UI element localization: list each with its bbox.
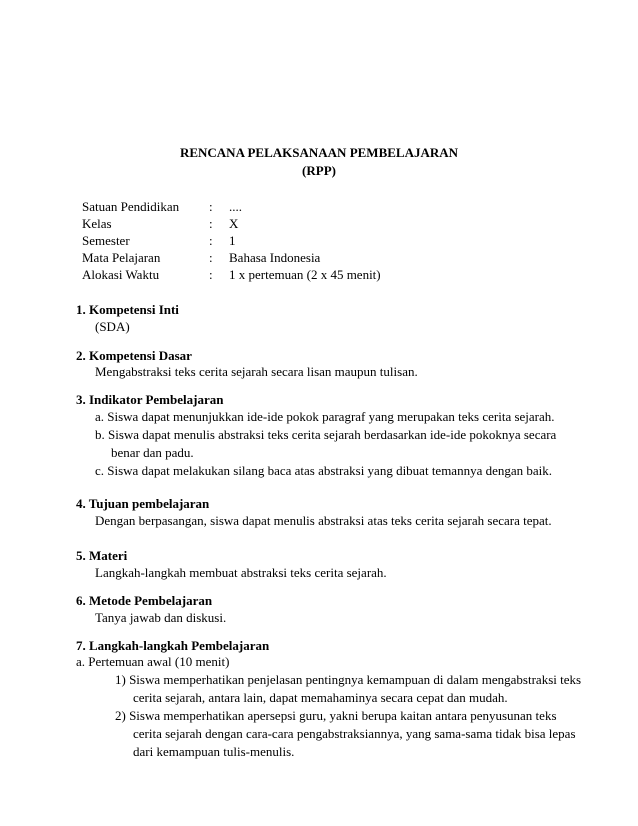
info-label: Alokasi Waktu	[82, 267, 160, 282]
section-tujuan-heading: 4. Tujuan pembelajaran	[76, 496, 210, 511]
section-materi-heading: 5. Materi	[76, 548, 128, 563]
info-value: ....	[229, 199, 242, 214]
section-metode-heading: 6. Metode Pembelajaran	[76, 593, 213, 608]
section-langkah-heading: 7. Langkah-langkah Pembelajaran	[76, 638, 270, 653]
section-kompetensi-inti-body: (SDA)	[95, 319, 130, 334]
info-value: 1	[229, 233, 236, 248]
info-colon: :	[209, 233, 213, 248]
document-title: RENCANA PELAKSANAAN PEMBELAJARAN	[179, 145, 459, 160]
info-value: X	[229, 216, 239, 231]
info-value: 1 x pertemuan (2 x 45 menit)	[229, 267, 381, 282]
langkah-item-2-cont: cerita sejarah dengan cara-cara pengabstraksiannya, yang sama-sama tidak bisa lepas	[133, 726, 576, 741]
indikator-item-b: b. Siswa dapat menulis abstraksi teks cerita sejarah berdasarkan ide-ide pokoknya secara	[95, 427, 557, 442]
section-kompetensi-dasar-heading: 2. Kompetensi Dasar	[76, 348, 192, 363]
info-label: Mata Pelajaran	[82, 250, 161, 265]
indikator-item-c: c. Siswa dapat melakukan silang baca atas abstraksi yang dibuat temannya dengan baik.	[95, 463, 553, 478]
indikator-item-a: a. Siswa dapat menunjukkan ide-ide pokok paragraf yang merupakan teks cerita sejarah.	[95, 409, 555, 424]
langkah-item-1-cont: cerita sejarah, antara lain, dapat memahaminya secara cepat dan mudah.	[133, 690, 508, 705]
document-subtitle: (RPP)	[302, 163, 336, 178]
section-kompetensi-inti-heading: 1. Kompetensi Inti	[76, 302, 179, 317]
info-colon: :	[209, 250, 213, 265]
section-materi-body: Langkah-langkah membuat abstraksi teks cerita sejarah.	[95, 565, 387, 580]
info-value: Bahasa Indonesia	[229, 250, 321, 265]
indikator-item-b-cont: benar dan padu.	[111, 445, 194, 460]
langkah-item-2: 2) Siswa memperhatikan apersepsi guru, yakni berupa kaitan antara penyusunan teks	[115, 708, 557, 723]
section-kompetensi-dasar-body: Mengabstraksi teks cerita sejarah secara lisan maupun tulisan.	[95, 364, 418, 379]
langkah-pertemuan-awal: a. Pertemuan awal (10 menit)	[76, 654, 230, 669]
section-indikator-heading: 3. Indikator Pembelajaran	[76, 392, 224, 407]
info-label: Satuan Pendidikan	[82, 199, 180, 214]
info-colon: :	[209, 216, 213, 231]
info-colon: :	[209, 267, 213, 282]
langkah-item-2-cont2: dari kemampuan tulis-menulis.	[133, 744, 295, 759]
section-tujuan-body: Dengan berpasangan, siswa dapat menulis abstraksi atas teks cerita sejarah secara tepat.	[95, 513, 552, 528]
langkah-item-1: 1) Siswa memperhatikan penjelasan pentingnya kemampuan di dalam mengabstraksi teks	[115, 672, 582, 687]
info-colon: :	[209, 199, 213, 214]
info-label: Semester	[82, 233, 130, 248]
section-metode-body: Tanya jawab dan diskusi.	[95, 610, 227, 625]
info-label: Kelas	[82, 216, 112, 231]
